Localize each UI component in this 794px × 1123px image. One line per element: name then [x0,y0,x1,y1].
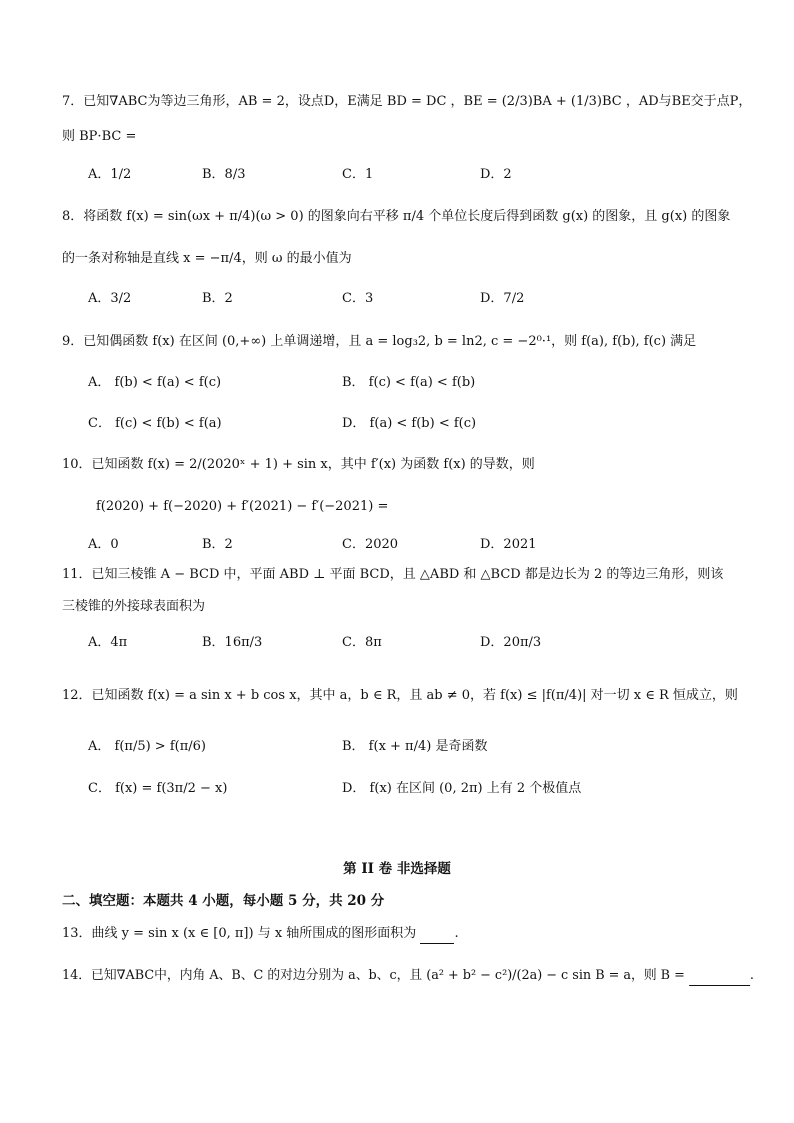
question-9-option-d: D． f(a) < f(b) < f(c) [342,416,477,431]
question-11-line-1: 11．已知三棱锥 A − BCD 中，平面 ABD ⊥ 平面 BCD，且 △ABD 和 △BCD 都是边长为 2 的等边三角形，则该 [62,567,724,582]
question-12-line-1: 12．已知函数 f(x) = a sin x + b cos x，其中 a，b ∈ R，且 ab ≠ 0，若 f(x) ≤ |f(π/4)| 对一切 x ∈ R 恒成立，则 [62,688,738,703]
question-8-option-b: B．2 [202,291,233,306]
question-8-option-d: D．7/2 [480,291,525,306]
question-8-line-2: 的一条对称轴是直线 x = −π/4，则 ω 的最小值为 [62,251,352,266]
question-14-end: . [749,968,754,983]
question-7-line-1: 7．已知∇ABC为等边三角形，AB = 2，设点D，E满足 BD = DC ，BE = (2/3)BA + (1/3)BC ，AD与BE交于点P， [62,94,752,109]
question-10-option-b: B．2 [202,537,233,552]
question-11-option-b: B．16π/3 [202,635,263,650]
question-7-line-2: 则 BP·BC = [62,129,137,144]
question-12-option-a: A． f(π/5) > f(π/6) [88,739,206,754]
question-11-option-c: C．8π [342,635,382,650]
question-7-option-b: B．8/3 [202,167,246,182]
question-9-line-1: 9．已知偶函数 f(x) 在区间 (0,+∞) 上单调递增，且 a = log₃2, b = ln2, c = −2⁰·¹，则 f(a), f(b), f(c) 满足 [62,334,697,349]
question-10-option-a: A．0 [88,537,119,552]
question-10-line-2: f(2020) + f(−2020) + f′(2021) − f′(−2021) = [96,499,389,514]
question-10-line-1: 10．已知函数 f(x) = 2/(2020ˣ + 1) + sin x，其中 f′(x) 为函数 f(x) 的导数，则 [62,457,535,472]
question-12-option-b: B． f(x + π/4) 是奇函数 [342,739,488,754]
question-14 [62,966,754,986]
question-14-text: 14．已知∇ABC中，内角 A、B、C 的对边分别为 a、b、c，且 (a² + b² − c²)/(2a) − c sin B = a，则 B = [62,968,685,983]
question-9-option-c: C． f(c) < f(b) < f(a) [88,416,222,431]
question-9-option-a: A． f(b) < f(a) < f(c) [88,375,222,390]
question-10-option-d: D．2021 [480,537,537,552]
question-8-option-c: C．3 [342,291,374,306]
question-14-answer-blank[interactable] [689,985,750,986]
question-9-option-b: B． f(c) < f(a) < f(b) [342,375,476,390]
fill-in-section-heading: 二、填空题：本题共 4 小题，每小题 5 分，共 20 分 [62,893,385,909]
question-12-option-d: D． f(x) 在区间 (0, 2π) 上有 2 个极值点 [342,781,582,796]
question-8-option-a: A．3/2 [88,291,132,306]
question-8-line-1: 8．将函数 f(x) = sin(ωx + π/4)(ω > 0) 的图象向右平移 π/4 个单位长度后得到函数 g(x) 的图象，且 g(x) 的图象 [62,209,731,224]
question-11-line-2: 三棱锥的外接球表面积为 [62,599,206,614]
question-7-option-d: D．2 [480,167,512,182]
question-13-answer-blank[interactable] [420,943,454,944]
question-7-option-c: C．1 [342,167,374,182]
question-12-option-c: C． f(x) = f(3π/2 − x) [88,781,228,796]
question-11-option-d: D．20π/3 [480,635,542,650]
question-13-text: 13．曲线 y = sin x (x ∈ [0, π]) 与 x 轴所围成的图形面积为 [62,926,417,941]
question-13-end: . [454,926,459,941]
question-10-option-c: C．2020 [342,537,399,552]
question-11-option-a: A．4π [88,635,128,650]
question-7-option-a: A．1/2 [88,167,132,182]
part-2-title: 第 II 卷 非选择题 [343,861,451,877]
question-13 [62,924,459,944]
